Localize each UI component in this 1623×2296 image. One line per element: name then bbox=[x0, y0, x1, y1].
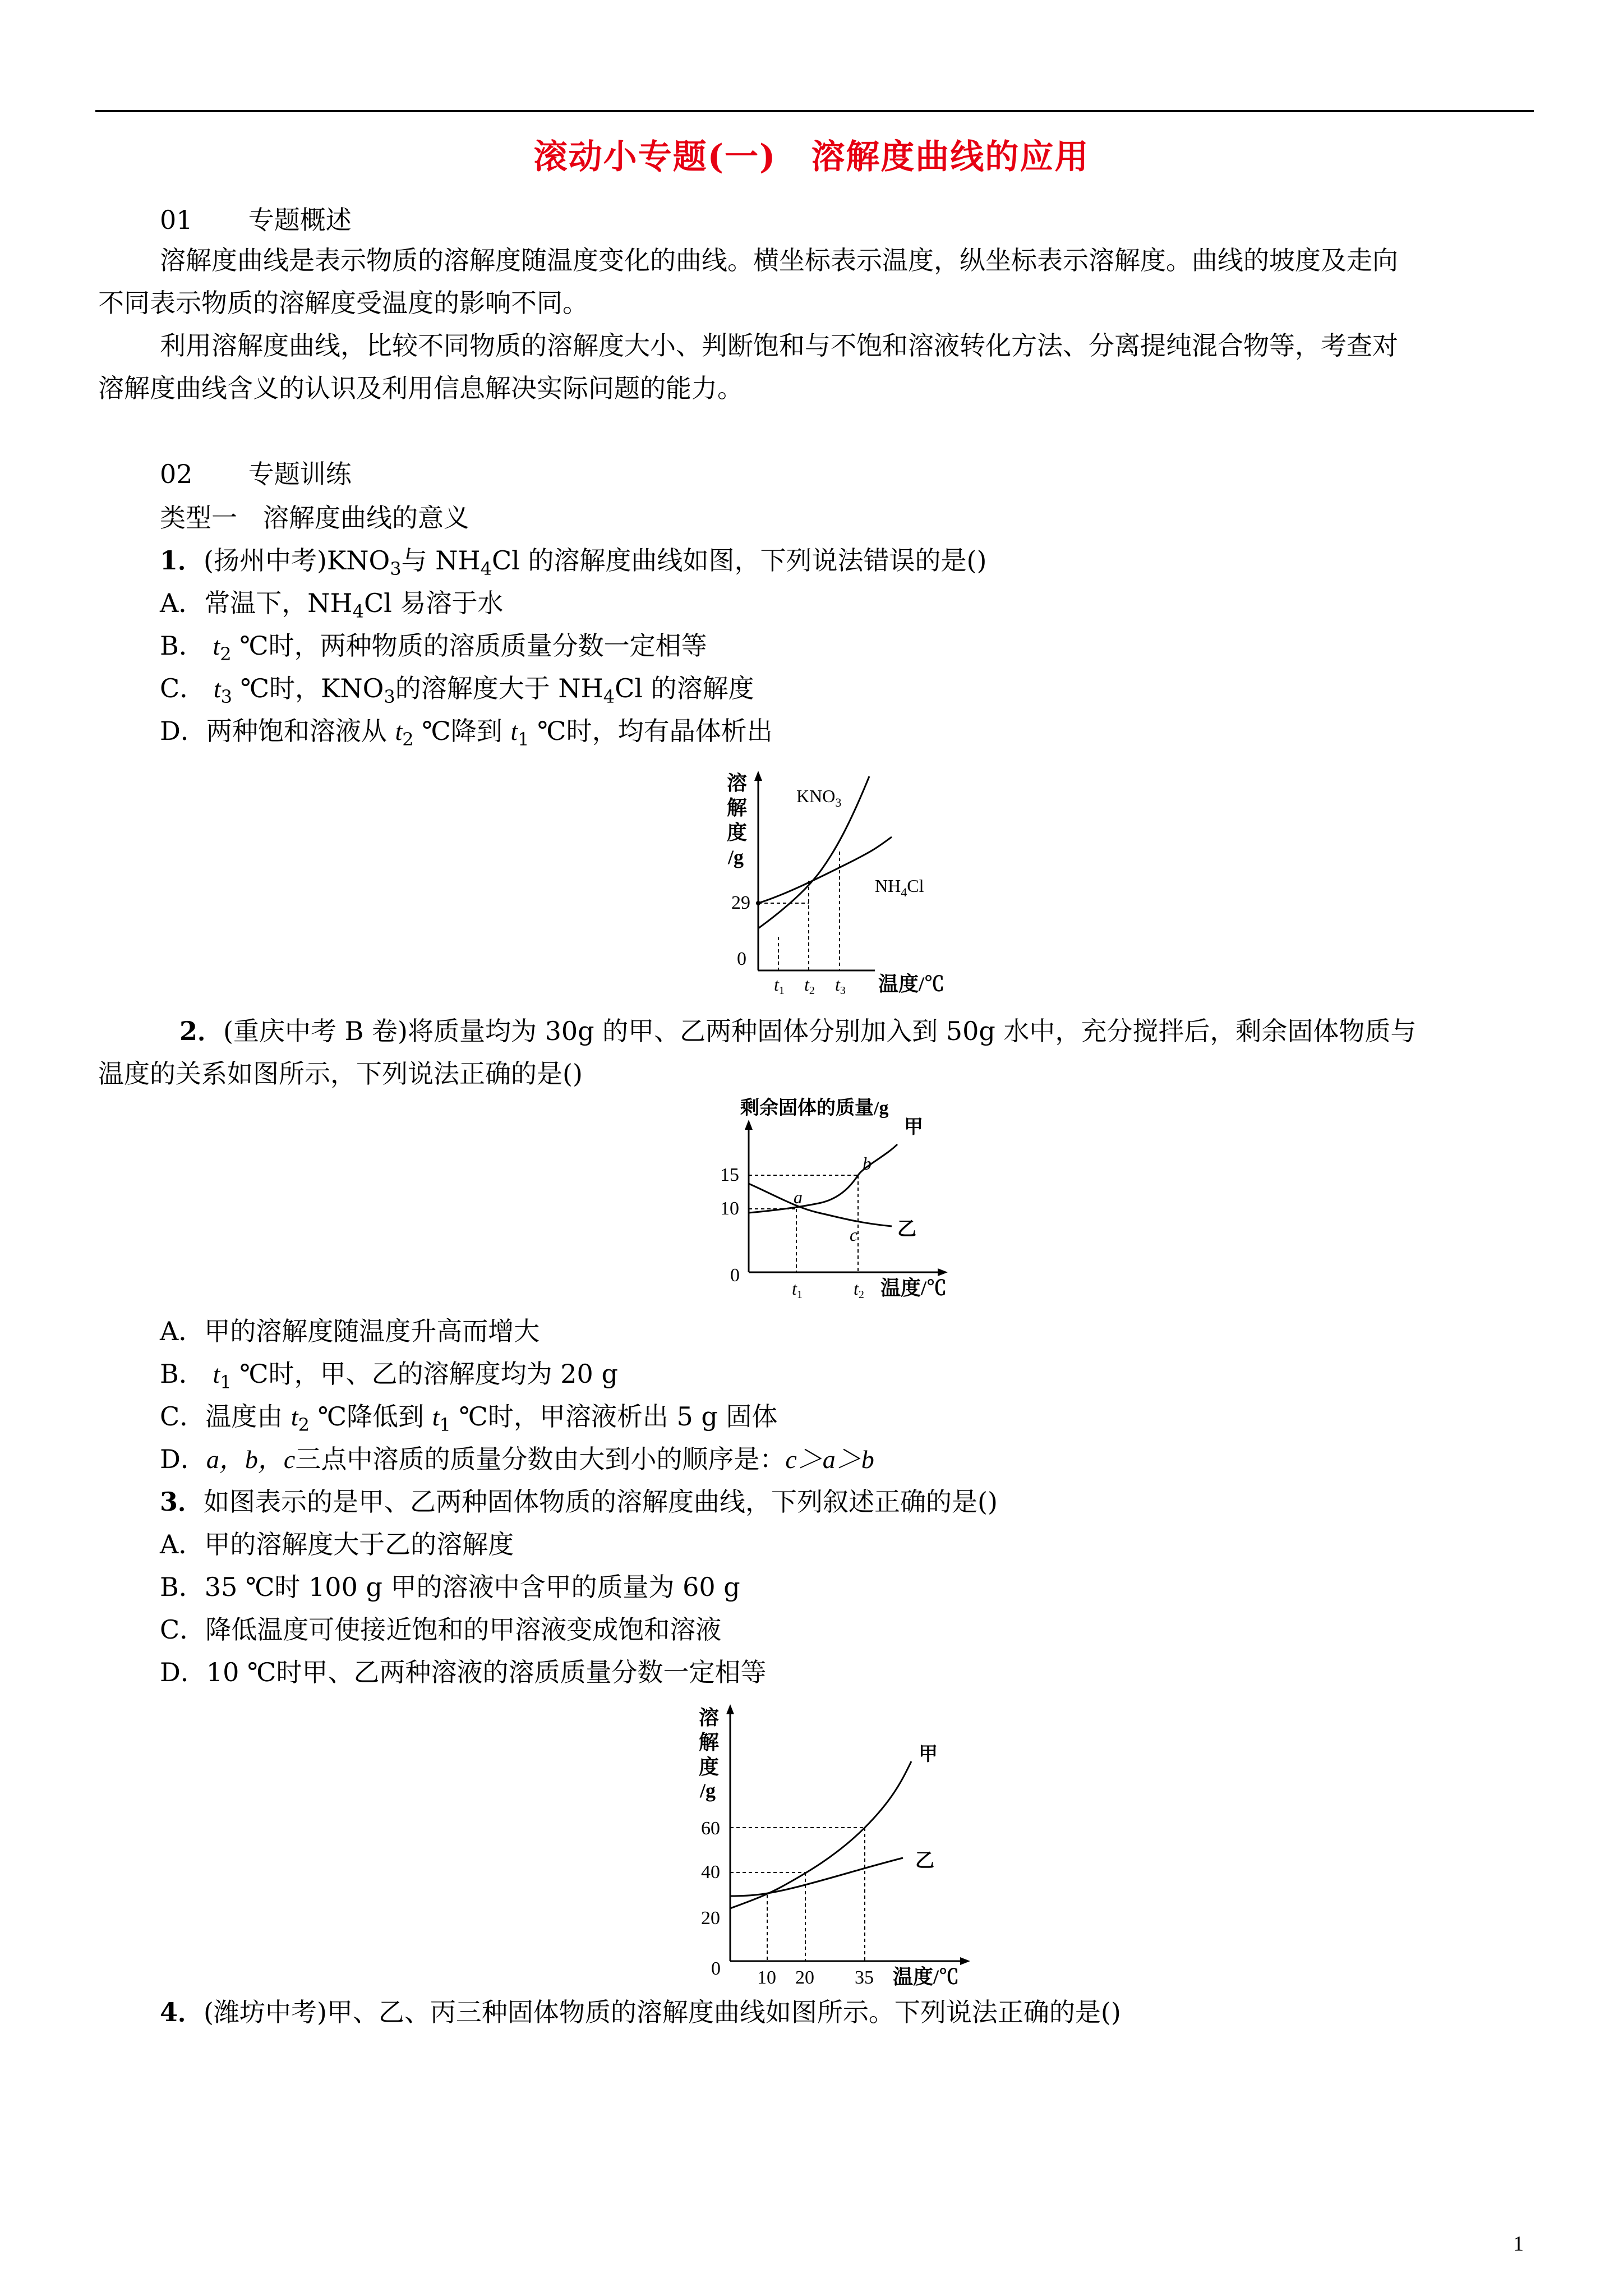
question-2-option-b[interactable]: B． $t_1$ ℃时，甲、乙的溶解度均为 20 g bbox=[160, 1359, 618, 1393]
question-2-stem-line1: 2．(重庆中考 B 卷)将质量均为 30g 的甲、乙两种固体分别加入到 50g 水中，充分搅拌后，剩余固体物质与 bbox=[179, 1016, 1417, 1046]
type-heading: 类型一 溶解度曲线的意义 bbox=[160, 503, 469, 533]
svg-text:溶: 溶 bbox=[699, 1706, 720, 1729]
chart-3-series-jia bbox=[730, 1761, 911, 1908]
chart-2-x-ticks bbox=[792, 1278, 864, 1301]
section-number: 01 bbox=[160, 205, 193, 235]
chart-2-remaining-solid bbox=[718, 1094, 976, 1307]
svg-text:解: 解 bbox=[699, 1731, 720, 1754]
chart-1-kno3-nh4cl bbox=[723, 769, 981, 999]
chart-1-xlabel: 温度/℃ bbox=[878, 973, 945, 995]
svg-text:/g: /g bbox=[728, 846, 744, 868]
question-3-stem: 3．如图表示的是甲、乙两种固体物质的溶解度曲线，下列叙述正确的是() bbox=[160, 1487, 998, 1517]
question-2-option-d[interactable]: D．a，b，c三点中溶质的质量分数由大到小的顺序是：c＞a＞b bbox=[160, 1444, 874, 1474]
chart-3-y-tick-40: 40 bbox=[701, 1862, 720, 1883]
question-2-option-c[interactable]: C．温度由 $t_2$ ℃降低到 $t_1$ ℃时，甲溶液析出 5 g 固体 bbox=[160, 1401, 778, 1435]
svg-text:t1: t1 bbox=[774, 974, 785, 997]
svg-text:t3: t3 bbox=[835, 974, 846, 997]
chart-3-x-arrow bbox=[960, 1957, 970, 1965]
chart-3-jia-yi-solubility bbox=[695, 1700, 998, 1991]
chart-2-label-jia: 甲 bbox=[904, 1117, 923, 1138]
section-heading-01 bbox=[160, 203, 352, 237]
chart-3-y-tick-60: 60 bbox=[701, 1818, 720, 1839]
chart-3-x-tick-20: 20 bbox=[795, 1967, 814, 1988]
chart-2-series-jia bbox=[749, 1144, 897, 1213]
section-heading-02 bbox=[160, 457, 352, 491]
chart-3-y-tick-0: 0 bbox=[711, 1958, 721, 1979]
chart-1-y-arrow bbox=[754, 771, 762, 781]
chart-2-point-b: b bbox=[863, 1153, 872, 1174]
question-3-option-b[interactable]: B．35 ℃时 100 g 甲的溶液中含甲的质量为 60 g bbox=[160, 1572, 740, 1602]
svg-text:解: 解 bbox=[727, 797, 748, 819]
chart-1-label-kno3: $KNO_3$ bbox=[796, 786, 842, 809]
chart-3-y-arrow bbox=[726, 1704, 734, 1714]
chart-2-xlabel: 温度/℃ bbox=[880, 1277, 947, 1299]
chart-3-series-yi bbox=[730, 1858, 903, 1896]
chart-2-label-yi: 乙 bbox=[897, 1219, 916, 1240]
chart-2-y-tick-15: 15 bbox=[720, 1165, 739, 1185]
svg-text:度: 度 bbox=[727, 821, 748, 844]
svg-text:/g: /g bbox=[700, 1779, 716, 1802]
chart-2-y-tick-0: 0 bbox=[730, 1265, 740, 1286]
question-1-option-b[interactable]: B． $t_2$ ℃时，两种物质的溶质质量分数一定相等 bbox=[160, 631, 707, 665]
overview-p2-line2: 溶解度曲线含义的认识及利用信息解决实际问题的能力。 bbox=[98, 373, 743, 403]
question-3-option-d[interactable]: D．10 ℃时甲、乙两种溶液的溶质质量分数一定相等 bbox=[160, 1657, 767, 1687]
question-4-stem: 4．(潍坊中考)甲、乙、丙三种固体物质的溶解度曲线如图所示。下列说法正确的是() bbox=[160, 1997, 1121, 2027]
question-1-option-c[interactable]: C． $t_3$ ℃时，$KNO_3$的溶解度大于 $NH_4Cl$ 的溶解度 bbox=[160, 673, 754, 707]
question-1-option-a[interactable]: A．常温下，$NH_4Cl$ 易溶于水 bbox=[160, 588, 504, 622]
chart-2-point-c: c bbox=[850, 1225, 858, 1245]
question-1-stem: 1．(扬州中考)$KNO_3$与 $NH_4Cl$ 的溶解度曲线如图，下列说法错误的是() bbox=[160, 545, 987, 579]
chart-1-series-nh4cl bbox=[758, 837, 892, 903]
section-number: 02 bbox=[160, 459, 193, 489]
chart-3-label-jia: 甲 bbox=[919, 1744, 938, 1765]
svg-text:t2: t2 bbox=[804, 974, 815, 997]
chart-1-x-ticks bbox=[774, 974, 846, 997]
chart-3-x-tick-10: 10 bbox=[757, 1967, 776, 1988]
chart-1-y-tick-29: 29 bbox=[731, 892, 750, 913]
svg-text:溶: 溶 bbox=[727, 772, 748, 794]
chart-2-ylabel: 剩余固体的质量/g bbox=[740, 1098, 889, 1119]
svg-text:t1: t1 bbox=[792, 1278, 803, 1301]
chart-1-y-tick-0: 0 bbox=[737, 949, 746, 969]
chart-2-y-tick-10: 10 bbox=[720, 1198, 739, 1219]
section-label: 专题训练 bbox=[248, 459, 352, 489]
chart-3-ylabel bbox=[699, 1706, 719, 1802]
chart-3-label-yi: 乙 bbox=[915, 1851, 934, 1871]
overview-p1-line1: 溶解度曲线是表示物质的溶解度随温度变化的曲线。横坐标表示温度，纵坐标表示溶解度。曲线的坡度及走向 bbox=[160, 245, 1398, 275]
chart-2-point-a: a bbox=[794, 1187, 803, 1207]
chart-3-xlabel: 温度/℃ bbox=[893, 1966, 960, 1988]
question-3-option-a[interactable]: A．甲的溶解度大于乙的溶解度 bbox=[160, 1529, 514, 1559]
chart-2-y-arrow bbox=[745, 1120, 753, 1130]
page-title: 滚动小专题(一) 溶解度曲线的应用 bbox=[533, 137, 1090, 177]
page-number: 1 bbox=[1513, 2232, 1524, 2256]
chart-3-x-tick-35: 35 bbox=[855, 1967, 874, 1988]
overview-p1-line2: 不同表示物质的溶解度受温度的影响不同。 bbox=[98, 288, 588, 318]
section-label: 专题概述 bbox=[248, 205, 352, 235]
chart-1-ylabel bbox=[727, 772, 747, 868]
chart-2-series-yi bbox=[749, 1184, 892, 1226]
svg-text:t2: t2 bbox=[854, 1278, 864, 1301]
question-2-option-a[interactable]: A．甲的溶解度随温度升高而增大 bbox=[160, 1316, 540, 1346]
chart-1-label-nh4cl: $NH_4Cl$ bbox=[875, 876, 924, 899]
question-1-option-d[interactable]: D．两种饱和溶液从 $t_2$ ℃降到 $t_1$ ℃时，均有晶体析出 bbox=[160, 716, 773, 750]
overview-p2-line1: 利用溶解度曲线，比较不同物质的溶解度大小、判断饱和与不饱和溶液转化方法、分离提纯混合物等，考查对 bbox=[160, 330, 1398, 361]
question-3-option-c[interactable]: C．降低温度可使接近饱和的甲溶液变成饱和溶液 bbox=[160, 1614, 722, 1645]
top-rule bbox=[95, 110, 1534, 112]
chart-3-y-tick-20: 20 bbox=[701, 1908, 720, 1929]
question-2-stem-line2: 温度的关系如图所示，下列说法正确的是() bbox=[98, 1059, 583, 1089]
chart-2-x-arrow bbox=[938, 1268, 948, 1276]
svg-text:度: 度 bbox=[699, 1756, 720, 1778]
